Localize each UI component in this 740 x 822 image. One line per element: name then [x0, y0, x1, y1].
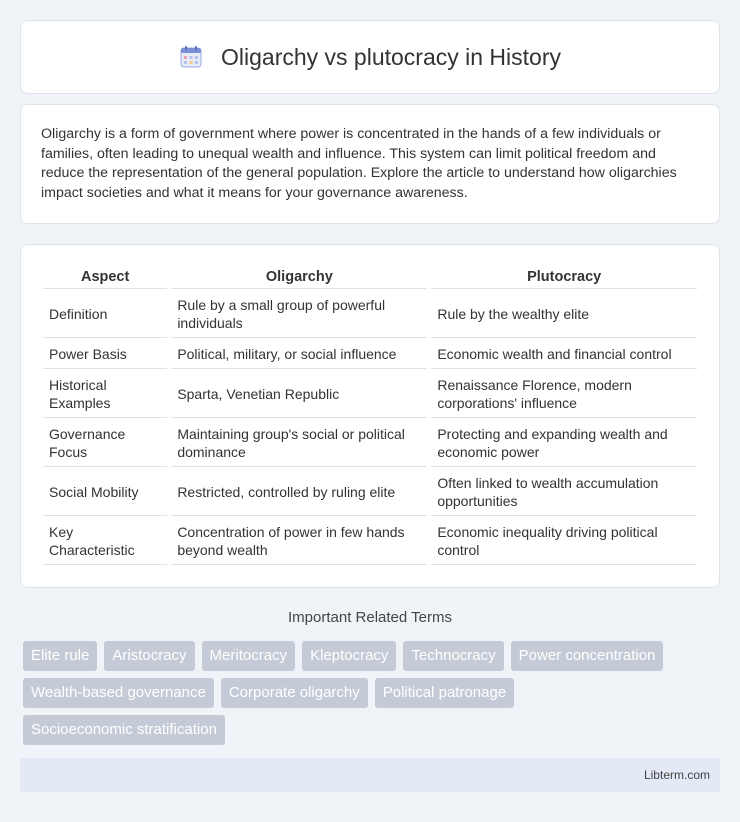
table-cell: Governance Focus — [43, 418, 167, 467]
tag-political-patronage[interactable]: Political patronage — [375, 678, 514, 708]
table-row — [43, 516, 697, 565]
related-terms-tags — [23, 641, 723, 745]
table-cell: Protecting and expanding wealth and economic power — [431, 418, 697, 467]
table-cell: Rule by a small group of powerful individuals — [171, 289, 427, 338]
table-cell: Power Basis — [43, 338, 167, 369]
related-terms-title: Important Related Terms — [288, 609, 452, 626]
header-card — [20, 20, 720, 94]
tag-power-concentration[interactable]: Power concentration — [511, 641, 664, 671]
page-title: Oligarchy vs plutocracy in History — [221, 43, 561, 70]
table-cell: Key Characteristic — [43, 516, 167, 565]
comparison-table — [39, 265, 701, 565]
footer — [20, 758, 720, 792]
table-cell: Historical Examples — [43, 369, 167, 418]
table-cell: Definition — [43, 289, 167, 338]
comparison-table-card — [20, 244, 720, 588]
footer-brand-link[interactable]: Libterm.com — [643, 768, 710, 782]
intro-text: Oligarchy is a form of government where power is concentrated in the hands of a few individuals or families, often leading to unequal wealth and influence. This system can limit political freedom and reduce the representation of the general population. Explore the article to understand how oligarchies impact societies and what it means for your governance awareness. — [41, 126, 677, 201]
table-cell: Political, military, or social influence — [171, 338, 427, 369]
table-cell: Concentration of power in few hands beyond wealth — [171, 516, 427, 565]
table-header-row — [43, 265, 697, 289]
table-cell: Economic inequality driving political control — [431, 516, 697, 565]
intro-card — [20, 104, 720, 224]
tag-elite-rule[interactable]: Elite rule — [23, 641, 97, 671]
table-row — [43, 369, 697, 418]
table-cell: Renaissance Florence, modern corporations' influence — [431, 369, 697, 418]
tag-kleptocracy[interactable]: Kleptocracy — [302, 641, 396, 671]
table-cell: Often linked to wealth accumulation opportunities — [431, 467, 697, 516]
table-cell: Rule by the wealthy elite — [431, 289, 697, 338]
tag-meritocracy[interactable]: Meritocracy — [202, 641, 296, 671]
table-cell: Restricted, controlled by ruling elite — [171, 467, 427, 516]
table-row — [43, 467, 697, 516]
table-cell: Social Mobility — [43, 467, 167, 516]
table-cell: Economic wealth and financial control — [431, 338, 697, 369]
table-row — [43, 338, 697, 369]
column-header-oligarchy: Oligarchy — [171, 265, 427, 289]
tag-wealth-based-governance[interactable]: Wealth-based governance — [23, 678, 214, 708]
tag-corporate-oligarchy[interactable]: Corporate oligarchy — [221, 678, 368, 708]
tag-technocracy[interactable]: Technocracy — [403, 641, 503, 671]
table-cell: Sparta, Venetian Republic — [171, 369, 427, 418]
table-row — [43, 289, 697, 338]
table-row — [43, 418, 697, 467]
tag-aristocracy[interactable]: Aristocracy — [104, 641, 194, 671]
column-header-aspect: Aspect — [43, 265, 167, 289]
column-header-plutocracy: Plutocracy — [431, 265, 697, 289]
tag-socioeconomic-stratification[interactable]: Socioeconomic stratification — [23, 715, 225, 745]
table-cell: Maintaining group's social or political dominance — [171, 418, 427, 467]
calendar-icon — [179, 45, 203, 69]
